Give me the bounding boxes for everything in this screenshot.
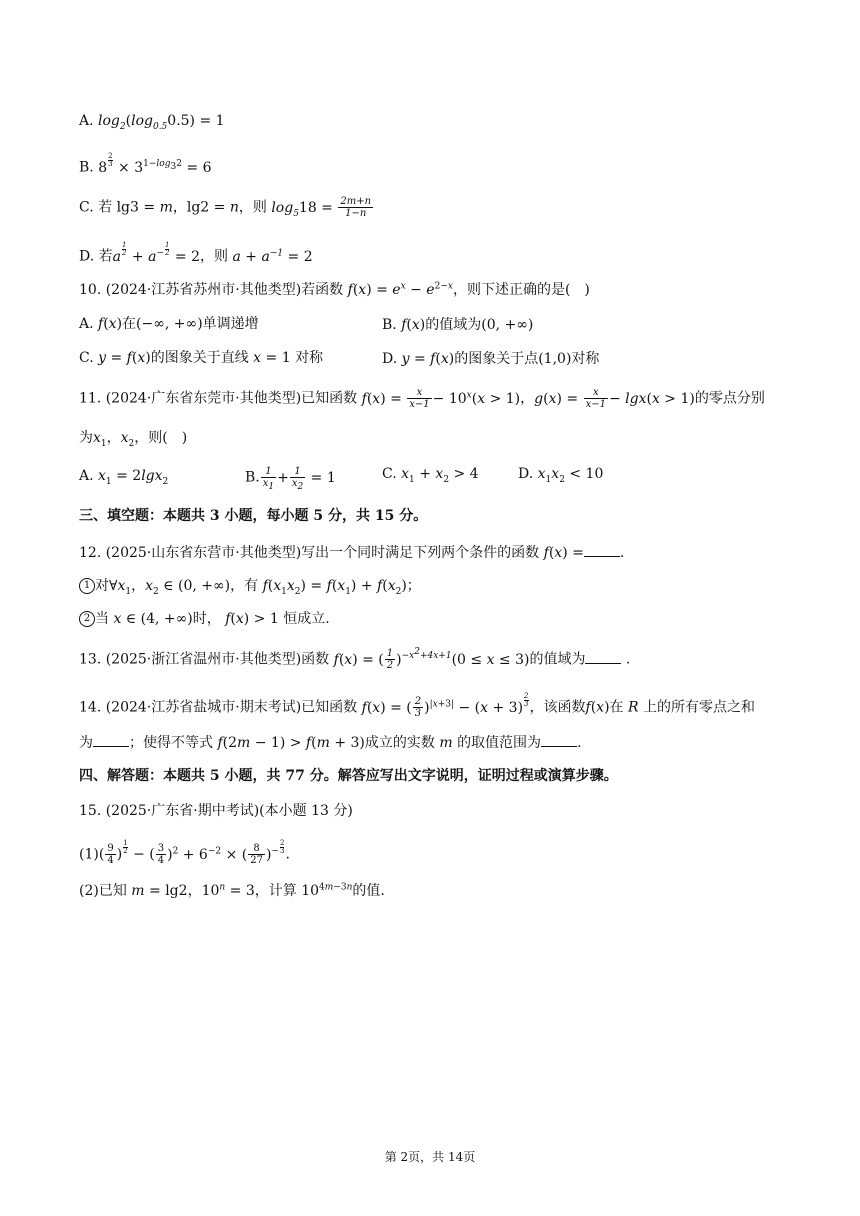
question-15-stem: 15. (2025·广东省·期中考试)(本小题 13 分) <box>79 803 353 819</box>
option-9c: C. 若 lg3 = m，lg2 = n，则 $\log_518$ = $\frac{2m+n}{1-n}$ <box>79 196 374 219</box>
question-11-option-c: C. $x_1 + x_2 > 4$ <box>382 466 479 485</box>
question-10-option-a: A. f(x)在(−∞, +∞)单调递增 <box>79 316 259 332</box>
question-12-condition-1: 1 对$\forall x_1$，$x_2$ ∈ (0, +∞)，有 $f(x_1x_2) = f(x_1) + f(x_2)$； <box>79 576 421 596</box>
answer-blank <box>93 734 129 747</box>
formula-9d-result: $a + a^{-1} = 2$ <box>232 248 313 265</box>
formula-9d-cond: a $\frac{1}{2}$ + a− $\frac{1}{2}$ = 2 <box>112 241 201 265</box>
option-9b: B. 8 $\frac{2}{3}$ × $3^{1-log_32} = 6$ <box>79 152 212 176</box>
question-11-option-d: D. $x_1x_2 < 10$ <box>518 466 604 485</box>
question-11-option-b: B. $\frac{1}{x_1}$ + $\frac{1}{x_2}$ = 1 <box>245 466 336 492</box>
option-9a: A. $\log_2(\log_{0.5}0.5) = 1$ <box>79 113 225 132</box>
question-10-option-c: C. y = f(x)的图象关于直线 x = 1 对称 <box>79 350 324 366</box>
formula-9b: 8 $\frac{2}{3}$ × $3^{1-log_32} = 6$ <box>98 152 212 176</box>
question-10-stem: 10. (2024·江苏省苏州市·其他类型)若函数 $f(x) = e^x - e^{2-x}$，则下述正确的是( ) <box>79 281 590 298</box>
question-12-stem: 12. (2025·山东省东营市·其他类型)写出一个同时满足下列两个条件的函数 f(x) = . <box>79 545 625 561</box>
question-11-option-a: A. $x_1 = 2\lg x_2$ <box>79 468 169 487</box>
question-15-part-2: (2)已知 m = lg2，$10^n = 3$，计算 $10^{4m-3n}$的值. <box>79 882 385 899</box>
question-11-line2: 为$x_1$，$x_2$，则( ) <box>79 430 188 449</box>
option-9d: D. 若a $\frac{1}{2}$ + a− $\frac{1}{2}$ = 2，则 $a + a^{-1} = 2$ <box>79 241 313 265</box>
section-3-title: 三、填空题：本题共 3 小题，每小题 5 分，共 15 分。 <box>79 508 428 524</box>
answer-blank <box>585 651 621 664</box>
section-4-title: 四、解答题：本题共 5 小题，共 77 分。解答应写出文字说明，证明过程或演算步骤。 <box>79 768 618 784</box>
question-14-line2: 为 ；使得不等式 f(2m − 1) > f(m + 3)成立的实数 m 的取值范围为 . <box>79 735 582 751</box>
formula-9c: $\log_518$ = $\frac{2m+n}{1-n}$ <box>271 196 372 219</box>
question-14-stem: 14. (2024·江苏省盐城市·期末考试)已知函数 f(x) = ( $\frac{2}{3}$ )$^{|x+3|}$ − (x + 3) $\frac{2}{3}$ ，该函数f(x)在 R 上的所有零点之和 <box>79 692 755 720</box>
question-15-part-1: (1)( $\frac{9}{4}$ ) $\frac{1}{2}$ − ( $\frac{3}{4}$ )$^2 + 6^{-2}$ × ( $\frac{8}{27}$ )− $\frac{2}{3}$ . <box>79 839 290 867</box>
formula-9a: $\log_2(\log_{0.5}0.5) = 1$ <box>98 113 225 132</box>
circled-number-1: 1 <box>79 578 95 594</box>
answer-blank <box>541 734 577 747</box>
question-13-stem: 13. (2025·浙江省温州市·其他类型)函数 f(x) = ( $\frac{1}{2}$ )$^{-x^2+4x+1}$(0 ≤ x ≤ 3)的值域为 . <box>79 646 631 671</box>
question-10-option-d: D. y = f(x)的图象关于点(1,0)对称 <box>382 351 600 367</box>
question-10-option-b: B. f(x)的值域为(0, +∞) <box>382 317 534 333</box>
page-footer: 第 2页，共 14页 <box>384 1150 476 1164</box>
answer-blank <box>584 544 620 557</box>
circled-number-2: 2 <box>79 611 95 627</box>
question-11-stem: 11. (2024·广东省东莞市·其他类型)已知函数 f(x) = $\frac{x}{x-1}$ − $10^x(x > 1)$，g(x) = $\frac{x}{x-1}$ − lgx(x > 1)的零点分别 <box>79 387 765 410</box>
question-12-condition-2: 2 当 x ∈ (4, +∞)时， f(x) > 1 恒成立. <box>79 609 330 629</box>
